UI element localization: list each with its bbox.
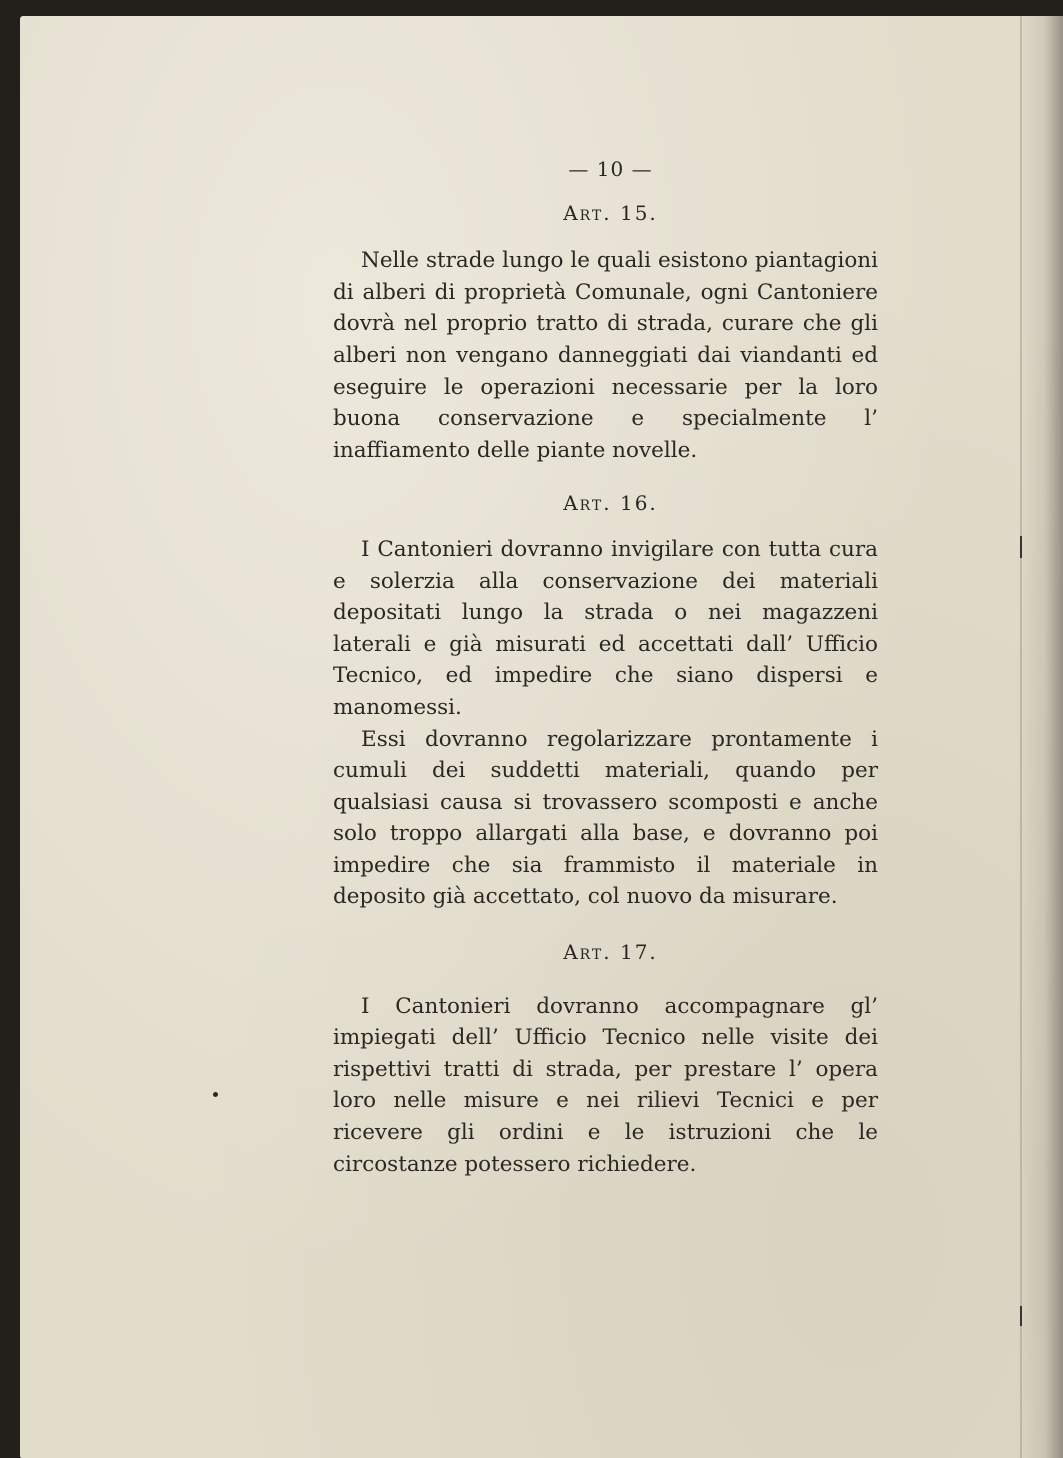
paper-page <box>20 16 1063 1458</box>
article-15-paragraph: Nelle strade lungo le quali esistono piantagioni di alberi di proprietà Comunale, ogni Cantoniere dovrà nel proprio tratto di strada, curare che gli alberi non vengano danneggiati dai viandanti ed eseguire le operazioni necessarie per la loro buona conservazione e specialmente l’ inaffiamento delle piante novelle. <box>333 248 878 463</box>
article-17-paragraph: I Cantonieri dovranno accompagnare gl’ impiegati dell’ Ufficio Tecnico nelle visite dei rispettivi tratti di strada, per prestare l’ opera loro nelle misure e nei rilievi Tecnici e per ricevere gli ordini e le istruzioni che le circostanze potessero richiedere. <box>333 993 878 1177</box>
article-15-heading: Art. 15. <box>563 200 658 225</box>
page-text-block <box>333 154 878 1180</box>
margin-mark <box>1020 536 1022 558</box>
article-16-paragraph-2: Essi dovranno regolarizzare prontamente i cumuli dei suddetti materiali, quando per qualsiasi causa si trovassero scomposti e anche solo troppo allargati alla base, e dovranno poi impedire che sia frammisto il materiale in deposito già accettato, col nuovo da misurare. <box>333 726 878 910</box>
page-number: — 10 — <box>568 157 653 181</box>
article-16-paragraph-1: I Cantonieri dovranno invigilare con tutta cura e solerzia alla conservazione dei materiali depositati lungo la strada o nei magazzeni laterali e già misurati ed accettati dall’ Ufficio Tecnico, ed impedire che siano dispersi e manomessi. <box>333 536 878 720</box>
margin-mark <box>1020 1306 1022 1326</box>
page-edge-shadow <box>1017 16 1063 1458</box>
ink-speck <box>213 1092 218 1097</box>
article-17-heading: Art. 17. <box>563 940 658 965</box>
article-16-heading: Art. 16. <box>563 491 658 516</box>
